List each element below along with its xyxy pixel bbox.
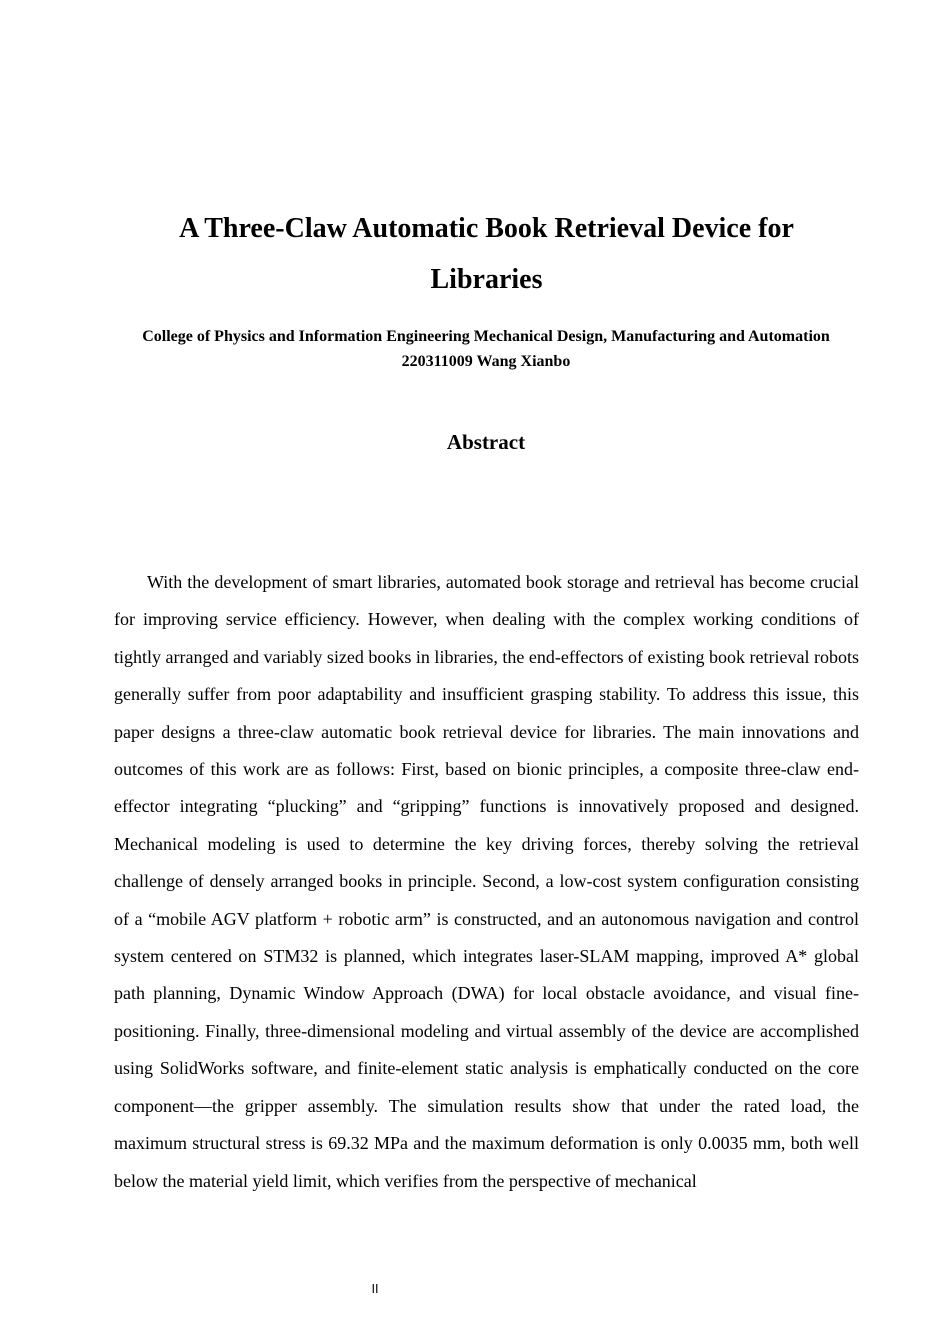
page-number: II [371, 1282, 379, 1296]
abstract-heading: Abstract [446, 430, 526, 454]
abstract-paragraph: With the development of smart libraries, automated book storage and retrieval has become crucial for improving service efficiency. However, when dealing with the complex working conditions of tightly arranged and variably sized books in libraries, the end-effectors of existing book retrieval robots generally suffer from poor adaptability and insufficient grasping stability. To address this issue, this paper designs a three-claw automatic book retrieval device for libraries. The main innovations and outcomes of this work are as follows: First, based on bionic principles, a composite three-claw end-effector integrating “plucking” and “gripping” functions is innovatively proposed and designed. Mechanical modeling is used to determine the key driving forces, thereby solving the retrieval challenge of densely arranged books in principle. Second, a low-cost system configuration consisting of a “mobile AGV platform + robotic arm” is constructed, and an autonomous navigation and control system centered on STM32 is planned, which integrates laser-SLAM mapping, improved A* global path planning, Dynamic Window Approach (DWA) for local obstacle avoidance, and visual fine-positioning. Finally, three-dimensional modeling and virtual assembly of the device are accomplished using SolidWorks software, and finite-element static analysis is emphatically conducted on the core component—the gripper assembly. The simulation results show that under the rated load, the maximum structural stress is 69.32 MPa and the maximum deformation is only 0.0035 mm, both well below the material yield limit, which verifies from the perspective of mechanical [114, 572, 859, 1191]
affiliation-line: College of Physics and Information Engineering Mechanical Design, Manufacturing and Automation [142, 328, 830, 345]
author-affiliation [100, 324, 872, 374]
document-title: A Three-Claw Automatic Book Retrieval Device for Libraries [179, 213, 794, 295]
author-id-name: 220311009 Wang Xianbo [401, 353, 571, 370]
